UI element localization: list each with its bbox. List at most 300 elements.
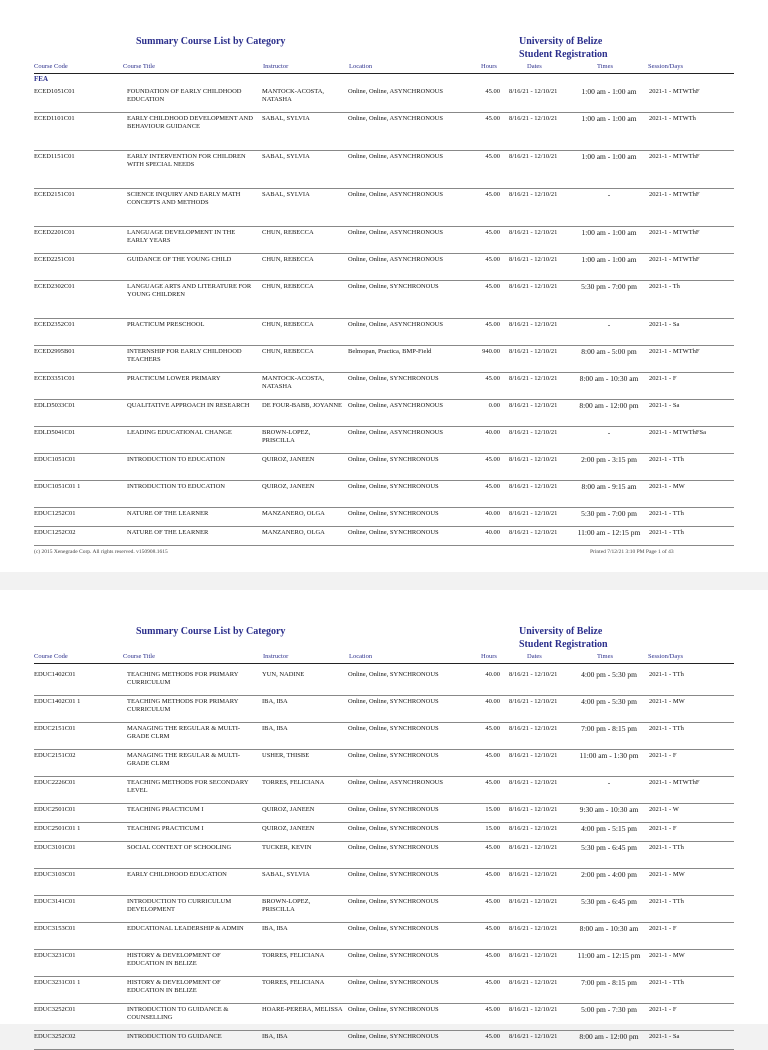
course-hours: 40.00 — [485, 698, 500, 705]
course-instructor: CHUN, REBECCA — [262, 229, 314, 236]
course-location: Online, Online, ASYNCHRONOUS — [348, 256, 443, 263]
course-title: MANAGING THE REGULAR & MULTI-GRADE CLRM — [127, 752, 241, 768]
course-location: Online, Online, ASYNCHRONOUS — [348, 88, 443, 95]
course-code: ECED2251C01 — [34, 256, 75, 263]
course-times: 4:00 pm - 5:15 pm — [581, 825, 637, 833]
course-code: EDUC3101C01 — [34, 844, 76, 851]
course-hours: 45.00 — [485, 191, 500, 198]
course-dates: 8/16/21 - 12/10/21 — [509, 88, 558, 95]
table-row — [0, 1031, 768, 1050]
course-code: EDUC2226C01 — [34, 779, 76, 786]
header-rule — [34, 73, 734, 74]
report-title: Summary Course List by Category — [136, 36, 286, 47]
table-row — [0, 977, 768, 1004]
table-row — [0, 669, 768, 696]
header-session-days: Session/Days — [648, 63, 684, 70]
course-title: LANGUAGE ARTS AND LITERATURE FOR YOUNG CHILDREN — [127, 283, 252, 299]
course-times: 7:00 pm - 8:15 pm — [581, 725, 637, 733]
course-location: Online, Online, ASYNCHRONOUS — [348, 191, 443, 198]
course-session-days: 2021-1 - MTWThFSa — [649, 429, 707, 436]
course-location: Online, Online, SYNCHRONOUS — [348, 979, 439, 986]
table-row — [0, 869, 768, 896]
course-session-days: 2021-1 - TTh — [649, 979, 684, 986]
course-instructor: QUIROZ, JANEEN — [262, 483, 315, 490]
course-location: Online, Online, SYNCHRONOUS — [348, 671, 439, 678]
course-session-days: 2021-1 - W — [649, 806, 679, 813]
course-dates: 8/16/21 - 12/10/21 — [509, 115, 558, 122]
table-row — [0, 527, 768, 546]
course-code: ECED2352C01 — [34, 321, 75, 328]
course-hours: 45.00 — [485, 483, 500, 490]
course-dates: 8/16/21 - 12/10/21 — [509, 483, 558, 490]
course-location: Online, Online, ASYNCHRONOUS — [348, 321, 443, 328]
course-times: 5:30 pm - 6:45 pm — [581, 844, 637, 852]
course-times: 4:00 pm - 5:30 pm — [581, 698, 637, 706]
category-label: FEA — [34, 75, 48, 83]
course-times: 5:00 pm - 7:30 pm — [581, 1006, 637, 1014]
course-dates: 8/16/21 - 12/10/21 — [509, 979, 558, 986]
course-location: Online, Online, SYNCHRONOUS — [348, 529, 439, 536]
table-row — [0, 896, 768, 923]
course-hours: 45.00 — [485, 375, 500, 382]
table-row — [0, 400, 768, 427]
course-hours: 45.00 — [485, 88, 500, 95]
table-row — [0, 481, 768, 508]
course-code: EDUC1252C02 — [34, 529, 76, 536]
course-session-days: 2021-1 - Sa — [649, 1033, 680, 1040]
course-location: Online, Online, SYNCHRONOUS — [348, 806, 439, 813]
course-hours: 45.00 — [485, 898, 500, 905]
course-hours: 15.00 — [485, 825, 500, 832]
course-code: ECED2201C01 — [34, 229, 75, 236]
course-hours: 40.00 — [485, 429, 500, 436]
course-code: ECED1151C01 — [34, 153, 75, 160]
course-code: EDUC3103C01 — [34, 871, 76, 878]
table-row — [0, 86, 768, 113]
header-location: Location — [349, 63, 373, 70]
course-hours: 45.00 — [485, 979, 500, 986]
course-instructor: SABAL, SYLVIA — [262, 153, 310, 160]
course-title: PRACTICUM LOWER PRIMARY — [127, 375, 221, 382]
table-row — [0, 804, 768, 823]
course-times: 11:00 am - 1:30 pm — [579, 752, 639, 760]
course-instructor: TUCKER, KEVIN — [262, 844, 312, 851]
course-times: 5:30 pm - 7:00 pm — [581, 283, 637, 291]
course-location: Online, Online, SYNCHRONOUS — [348, 1033, 439, 1040]
course-instructor: HOARE-PERERA, MELISSA — [262, 1006, 343, 1013]
course-title: TEACHING METHODS FOR SECONDARY LEVEL — [127, 779, 249, 795]
course-code: EDUC2151C01 — [34, 725, 76, 732]
header-dates: Dates — [527, 63, 542, 70]
course-dates: 8/16/21 - 12/10/21 — [509, 256, 558, 263]
course-dates: 8/16/21 - 12/10/21 — [509, 779, 558, 786]
course-code: EDUC3231C01 — [34, 952, 76, 959]
course-instructor: CHUN, REBECCA — [262, 283, 314, 290]
course-code: EDUC1402C01 — [34, 671, 76, 678]
course-instructor: IBA, IBA — [262, 725, 288, 732]
course-hours: 45.00 — [485, 115, 500, 122]
course-session-days: 2021-1 - Sa — [649, 321, 680, 328]
course-times: 1:00 am - 1:00 am — [581, 115, 637, 123]
course-session-days: 2021-1 - MW — [649, 698, 685, 705]
course-dates: 8/16/21 - 12/10/21 — [509, 671, 558, 678]
course-instructor: TORRES, FELICIANA — [262, 952, 325, 959]
course-times: 1:00 am - 1:00 am — [581, 153, 637, 161]
course-hours: 45.00 — [485, 229, 500, 236]
university-name: University of Belize — [519, 36, 603, 47]
course-instructor: CHUN, REBECCA — [262, 348, 314, 355]
course-title: INTRODUCTION TO CURRICULUM DEVELOPMENT — [127, 898, 232, 914]
course-times: 8:00 am - 12:00 pm — [579, 1033, 639, 1041]
course-title: TEACHING METHODS FOR PRIMARY CURRICULUM — [127, 698, 239, 714]
course-instructor: IBA, IBA — [262, 698, 288, 705]
table-row — [0, 950, 768, 977]
course-title: EARLY CHILDHOOD DEVELOPMENT AND BEHAVIOUR GUIDANCE — [127, 115, 253, 131]
course-instructor: TORRES, FELICIANA — [262, 979, 325, 986]
course-dates: 8/16/21 - 12/10/21 — [509, 925, 558, 932]
header-rule — [34, 663, 734, 664]
course-code: EDUC3141C01 — [34, 898, 76, 905]
course-title: SCIENCE INQUIRY AND EARLY MATH CONCEPTS AND METHODS — [127, 191, 241, 207]
course-instructor: SABAL, SYLVIA — [262, 115, 310, 122]
course-dates: 8/16/21 - 12/10/21 — [509, 871, 558, 878]
course-code: EDUC1252C01 — [34, 510, 76, 517]
course-dates: 8/16/21 - 12/10/21 — [509, 456, 558, 463]
course-dates: 8/16/21 - 12/10/21 — [509, 806, 558, 813]
course-code: EDUC2501C01 — [34, 806, 76, 813]
course-hours: 45.00 — [485, 321, 500, 328]
course-code: EDUC3231C01 1 — [34, 979, 81, 986]
table-row — [0, 723, 768, 750]
course-code: EDLD5033C01 — [34, 402, 76, 409]
course-code: EDUC2501C01 1 — [34, 825, 81, 832]
course-times: 1:00 am - 1:00 am — [581, 88, 637, 96]
table-row — [0, 842, 768, 869]
course-dates: 8/16/21 - 12/10/21 — [509, 529, 558, 536]
course-instructor: SABAL, SYLVIA — [262, 871, 310, 878]
table-row — [0, 454, 768, 481]
course-times: - — [607, 321, 611, 329]
table-row — [0, 823, 768, 842]
course-title: INTRODUCTION TO GUIDANCE — [127, 1033, 222, 1040]
course-instructor: BROWN-LOPEZ, PRISCILLA — [262, 898, 311, 914]
header-session-days: Session/Days — [648, 653, 684, 660]
course-dates: 8/16/21 - 12/10/21 — [509, 1033, 558, 1040]
header-course-code: Course Code — [34, 653, 68, 660]
course-code: ECED1101C01 — [34, 115, 75, 122]
header-instructor: Instructor — [263, 63, 289, 70]
course-session-days: 2021-1 - F — [649, 825, 677, 832]
course-hours: 40.00 — [485, 510, 500, 517]
table-row — [0, 254, 768, 281]
course-hours: 45.00 — [485, 752, 500, 759]
course-hours: 0.00 — [488, 402, 500, 409]
course-times: 4:00 pm - 5:30 pm — [581, 671, 637, 679]
course-session-days: 2021-1 - MTWThF — [649, 229, 700, 236]
course-title: TEACHING PRACTICUM I — [127, 806, 204, 813]
course-instructor: IBA, IBA — [262, 1033, 288, 1040]
course-times: 8:00 am - 5:00 pm — [581, 348, 637, 356]
course-times: 8:00 am - 10:30 am — [579, 375, 639, 383]
course-instructor: MANZANERO, OLGA — [262, 510, 325, 517]
course-hours: 45.00 — [485, 952, 500, 959]
course-location: Online, Online, ASYNCHRONOUS — [348, 429, 443, 436]
course-dates: 8/16/21 - 12/10/21 — [509, 402, 558, 409]
course-session-days: 2021-1 - MTWThF — [649, 779, 700, 786]
course-title: PRACTICUM PRESCHOOL — [127, 321, 205, 328]
footer-printed: Printed 7/12/21 3:10 PM Page 1 of 43 — [590, 549, 674, 555]
table-row — [0, 227, 768, 254]
course-instructor: QUIROZ, JANEEN — [262, 825, 315, 832]
course-code: ECED2302C01 — [34, 283, 75, 290]
course-location: Belmopan, Practica, BMP-Field — [348, 348, 432, 355]
table-row — [0, 750, 768, 777]
course-instructor: USHER, THISBE — [262, 752, 310, 759]
course-session-days: 2021-1 - TTh — [649, 725, 684, 732]
course-times: 5:30 pm - 7:00 pm — [581, 510, 637, 518]
header-instructor: Instructor — [263, 653, 289, 660]
course-instructor: DE FOUR-BABB, JOYANNE — [262, 402, 342, 409]
course-session-days: 2021-1 - MW — [649, 483, 685, 490]
course-dates: 8/16/21 - 12/10/21 — [509, 698, 558, 705]
course-location: Online, Online, SYNCHRONOUS — [348, 925, 439, 932]
course-location: Online, Online, ASYNCHRONOUS — [348, 115, 443, 122]
course-title: QUALITATIVE APPROACH IN RESEARCH — [127, 402, 250, 409]
course-times: - — [607, 191, 611, 199]
course-session-days: 2021-1 - F — [649, 1006, 677, 1013]
course-location: Online, Online, SYNCHRONOUS — [348, 825, 439, 832]
course-dates: 8/16/21 - 12/10/21 — [509, 229, 558, 236]
course-instructor: MANTOCK-ACOSTA, NATASHA — [262, 375, 325, 391]
header-hours: Hours — [481, 63, 497, 70]
course-title: LEADING EDUCATIONAL CHANGE — [127, 429, 232, 436]
course-times: 8:00 am - 10:30 am — [579, 925, 639, 933]
course-title: HISTORY & DEVELOPMENT OF EDUCATION IN BELIZE — [127, 979, 221, 995]
university-name: University of Belize — [519, 626, 603, 637]
course-dates: 8/16/21 - 12/10/21 — [509, 375, 558, 382]
table-row — [0, 1004, 768, 1031]
course-dates: 8/16/21 - 12/10/21 — [509, 898, 558, 905]
course-title: INTERNSHIP FOR EARLY CHILDHOOD TEACHERS — [127, 348, 242, 364]
header-location: Location — [349, 653, 373, 660]
course-code: EDUC1051C01 1 — [34, 483, 81, 490]
course-session-days: 2021-1 - TTh — [649, 456, 684, 463]
course-times: 8:00 am - 12:00 pm — [579, 402, 639, 410]
table-row — [0, 508, 768, 527]
course-session-days: 2021-1 - MTWThF — [649, 153, 700, 160]
course-dates: 8/16/21 - 12/10/21 — [509, 153, 558, 160]
course-dates: 8/16/21 - 12/10/21 — [509, 725, 558, 732]
course-session-days: 2021-1 - MTWThF — [649, 348, 700, 355]
course-instructor: CHUN, REBECCA — [262, 321, 314, 328]
course-dates: 8/16/21 - 12/10/21 — [509, 752, 558, 759]
course-times: 1:00 am - 1:00 am — [581, 229, 637, 237]
header-course-code: Course Code — [34, 63, 68, 70]
course-hours: 45.00 — [485, 1006, 500, 1013]
header-dates: Dates — [527, 653, 542, 660]
university-header — [519, 35, 608, 61]
course-hours: 45.00 — [485, 725, 500, 732]
course-hours: 45.00 — [485, 153, 500, 160]
course-location: Online, Online, SYNCHRONOUS — [348, 844, 439, 851]
course-code: EDUC3153C01 — [34, 925, 76, 932]
course-instructor: SABAL, SYLVIA — [262, 191, 310, 198]
module-name: Student Registration — [519, 49, 608, 60]
course-title: NATURE OF THE LEARNER — [127, 529, 209, 536]
row-divider — [34, 545, 734, 546]
course-code: ECED2151C01 — [34, 191, 75, 198]
table-row — [0, 319, 768, 346]
course-times: 2:00 pm - 3:15 pm — [581, 456, 637, 464]
table-row — [0, 373, 768, 400]
course-code: EDLD5041C01 — [34, 429, 76, 436]
course-code: EDUC3252C01 — [34, 1006, 76, 1013]
course-title: FOUNDATION OF EARLY CHILDHOOD EDUCATION — [127, 88, 242, 104]
course-title: INTRODUCTION TO GUIDANCE & COUNSELLING — [127, 1006, 229, 1022]
course-location: Online, Online, SYNCHRONOUS — [348, 283, 439, 290]
course-location: Online, Online, ASYNCHRONOUS — [348, 153, 443, 160]
header-hours: Hours — [481, 653, 497, 660]
footer-copyright: (c) 2015 Xenegrade Corp. All rights reserved. v150908.1615 — [34, 549, 168, 555]
course-title: EARLY CHILDHOOD EDUCATION — [127, 871, 227, 878]
course-dates: 8/16/21 - 12/10/21 — [509, 283, 558, 290]
course-session-days: 2021-1 - TTh — [649, 898, 684, 905]
course-session-days: 2021-1 - MTWThF — [649, 88, 700, 95]
course-location: Online, Online, SYNCHRONOUS — [348, 456, 439, 463]
course-title: GUIDANCE OF THE YOUNG CHILD — [127, 256, 232, 263]
course-title: EDUCATIONAL LEADERSHIP & ADMIN — [127, 925, 244, 932]
course-title: TEACHING PRACTICUM I — [127, 825, 204, 832]
course-session-days: 2021-1 - TTh — [649, 529, 684, 536]
course-location: Online, Online, SYNCHRONOUS — [348, 1006, 439, 1013]
course-location: Online, Online, SYNCHRONOUS — [348, 483, 439, 490]
course-hours: 940.00 — [482, 348, 500, 355]
course-title: EARLY INTERVENTION FOR CHILDREN WITH SPECIAL NEEDS — [127, 153, 246, 169]
course-times: - — [607, 429, 611, 437]
course-location: Online, Online, ASYNCHRONOUS — [348, 779, 443, 786]
course-times: 9:30 am - 10:30 am — [579, 806, 639, 814]
course-location: Online, Online, SYNCHRONOUS — [348, 725, 439, 732]
table-row — [0, 281, 768, 319]
course-session-days: 2021-1 - F — [649, 752, 677, 759]
course-instructor: TORRES, FELICIANA — [262, 779, 325, 786]
course-location: Online, Online, SYNCHRONOUS — [348, 871, 439, 878]
table-row — [0, 151, 768, 189]
course-session-days: 2021-1 - MW — [649, 871, 685, 878]
course-hours: 45.00 — [485, 456, 500, 463]
course-dates: 8/16/21 - 12/10/21 — [509, 191, 558, 198]
course-location: Online, Online, SYNCHRONOUS — [348, 510, 439, 517]
course-code: ECED1051C01 — [34, 88, 75, 95]
report-page-2 — [0, 590, 768, 1041]
course-dates: 8/16/21 - 12/10/21 — [509, 321, 558, 328]
course-hours: 40.00 — [485, 529, 500, 536]
course-dates: 8/16/21 - 12/10/21 — [509, 825, 558, 832]
course-instructor: QUIROZ, JANEEN — [262, 456, 315, 463]
course-location: Online, Online, SYNCHRONOUS — [348, 698, 439, 705]
course-session-days: 2021-1 - TTh — [649, 510, 684, 517]
course-code: EDUC3252C02 — [34, 1033, 76, 1040]
course-session-days: 2021-1 - MW — [649, 952, 685, 959]
table-row — [0, 923, 768, 950]
course-session-days: 2021-1 - MTWTh — [649, 115, 696, 122]
course-title: SOCIAL CONTEXT OF SCHOOLING — [127, 844, 232, 851]
course-code: EDUC2151C02 — [34, 752, 76, 759]
course-dates: 8/16/21 - 12/10/21 — [509, 510, 558, 517]
course-hours: 45.00 — [485, 256, 500, 263]
table-row — [0, 777, 768, 804]
course-hours: 45.00 — [485, 925, 500, 932]
course-instructor: MANZANERO, OLGA — [262, 529, 325, 536]
course-session-days: 2021-1 - MTWThF — [649, 256, 700, 263]
course-code: ECED2995B01 — [34, 348, 75, 355]
course-hours: 45.00 — [485, 779, 500, 786]
course-title: INTRODUCTION TO EDUCATION — [127, 456, 225, 463]
table-row — [0, 696, 768, 723]
header-times: Times — [597, 63, 614, 70]
course-title: LANGUAGE DEVELOPMENT IN THE EARLY YEARS — [127, 229, 236, 245]
course-instructor: BROWN-LOPEZ, PRISCILLA — [262, 429, 311, 445]
header-course-title: Course Title — [123, 653, 155, 660]
course-title: HISTORY & DEVELOPMENT OF EDUCATION IN BELIZE — [127, 952, 221, 968]
course-session-days: 2021-1 - F — [649, 375, 677, 382]
course-session-days: 2021-1 - Th — [649, 283, 680, 290]
course-times: 8:00 am - 9:15 am — [581, 483, 637, 491]
course-location: Online, Online, SYNCHRONOUS — [348, 752, 439, 759]
course-dates: 8/16/21 - 12/10/21 — [509, 348, 558, 355]
university-header — [519, 625, 608, 651]
course-title: INTRODUCTION TO EDUCATION — [127, 483, 225, 490]
table-row — [0, 189, 768, 227]
course-session-days: 2021-1 - TTh — [649, 671, 684, 678]
course-hours: 45.00 — [485, 1033, 500, 1040]
course-hours: 45.00 — [485, 844, 500, 851]
course-times: 7:00 pm - 8:15 pm — [581, 979, 637, 987]
course-dates: 8/16/21 - 12/10/21 — [509, 952, 558, 959]
course-times: 2:00 pm - 4:00 pm — [581, 871, 637, 879]
course-hours: 40.00 — [485, 671, 500, 678]
course-instructor: QUIROZ, JANEEN — [262, 806, 315, 813]
course-session-days: 2021-1 - TTh — [649, 844, 684, 851]
course-code: ECED3351C01 — [34, 375, 75, 382]
course-location: Online, Online, ASYNCHRONOUS — [348, 229, 443, 236]
module-name: Student Registration — [519, 639, 608, 650]
course-instructor: CHUN, REBECCA — [262, 256, 314, 263]
course-title: TEACHING METHODS FOR PRIMARY CURRICULUM — [127, 671, 239, 687]
course-location: Online, Online, ASYNCHRONOUS — [348, 402, 443, 409]
course-session-days: 2021-1 - MTWThF — [649, 191, 700, 198]
course-dates: 8/16/21 - 12/10/21 — [509, 429, 558, 436]
course-instructor: IBA, IBA — [262, 925, 288, 932]
course-session-days: 2021-1 - F — [649, 925, 677, 932]
course-location: Online, Online, SYNCHRONOUS — [348, 952, 439, 959]
course-instructor: MANTOCK-ACOSTA, NATASHA — [262, 88, 325, 104]
course-times: 1:00 am - 1:00 am — [581, 256, 637, 264]
course-title: MANAGING THE REGULAR & MULTI-GRADE CLRM — [127, 725, 241, 741]
course-times: - — [607, 779, 611, 787]
table-row — [0, 427, 768, 454]
course-location: Online, Online, SYNCHRONOUS — [348, 898, 439, 905]
course-hours: 15.00 — [485, 806, 500, 813]
course-instructor: YUN, NADINE — [262, 671, 305, 678]
course-code: EDUC1402C01 1 — [34, 698, 81, 705]
course-times: 11:00 am - 12:15 pm — [577, 529, 641, 537]
header-course-title: Course Title — [123, 63, 155, 70]
course-dates: 8/16/21 - 12/10/21 — [509, 1006, 558, 1013]
course-title: NATURE OF THE LEARNER — [127, 510, 209, 517]
course-dates: 8/16/21 - 12/10/21 — [509, 844, 558, 851]
course-times: 5:30 pm - 6:45 pm — [581, 898, 637, 906]
